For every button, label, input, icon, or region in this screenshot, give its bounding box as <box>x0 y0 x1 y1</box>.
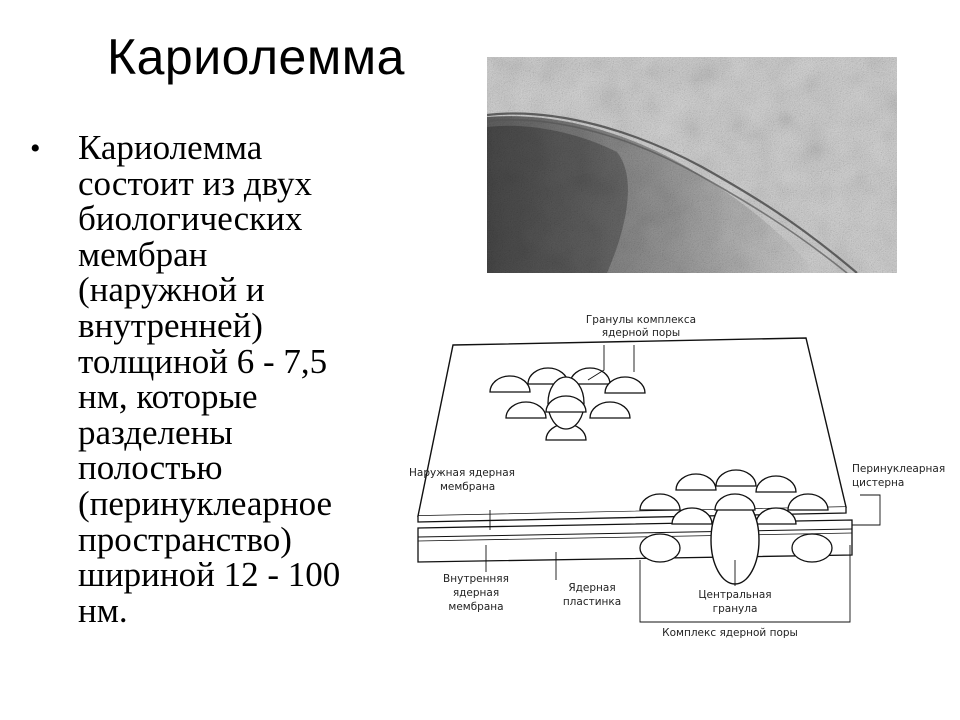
label-central-1: Центральная <box>698 589 772 601</box>
label-granules-1: Гранулы комплекса <box>585 314 697 326</box>
label-inner-2: ядерная <box>452 587 500 599</box>
electron-micrograph <box>487 57 897 273</box>
label-inner-3: мембрана <box>448 601 504 613</box>
label-lamina-2: пластинка <box>562 596 622 608</box>
label-cistern-1: Перинуклеарная <box>852 463 946 475</box>
label-central-2: гранула <box>712 603 758 615</box>
nuclear-pore-diagram <box>400 300 960 645</box>
label-complex: Комплекс ядерной поры <box>662 627 798 639</box>
label-granules-2: ядерной поры <box>601 327 681 339</box>
inner-membrane-plate <box>418 520 852 562</box>
label-inner-1: Внутренняя <box>443 573 509 585</box>
bullet-marker: • <box>30 132 41 165</box>
slide-title: Кариолемма <box>107 29 405 85</box>
label-outer-2: мембрана <box>440 481 496 493</box>
outer-membrane-plate <box>418 338 846 522</box>
bullet-text: Кариолемма состоит из двух биологических мембран (наружной и внутренней) толщиной 6 - 7,5 нм, которые разделены полостью (перинуклеарное пространство) шириной 12 - 100 нм. <box>78 128 341 630</box>
label-lamina-1: Ядерная <box>568 582 616 594</box>
label-cistern-2: цистерна <box>852 477 905 489</box>
label-outer-1: Наружная ядерная <box>409 467 515 479</box>
